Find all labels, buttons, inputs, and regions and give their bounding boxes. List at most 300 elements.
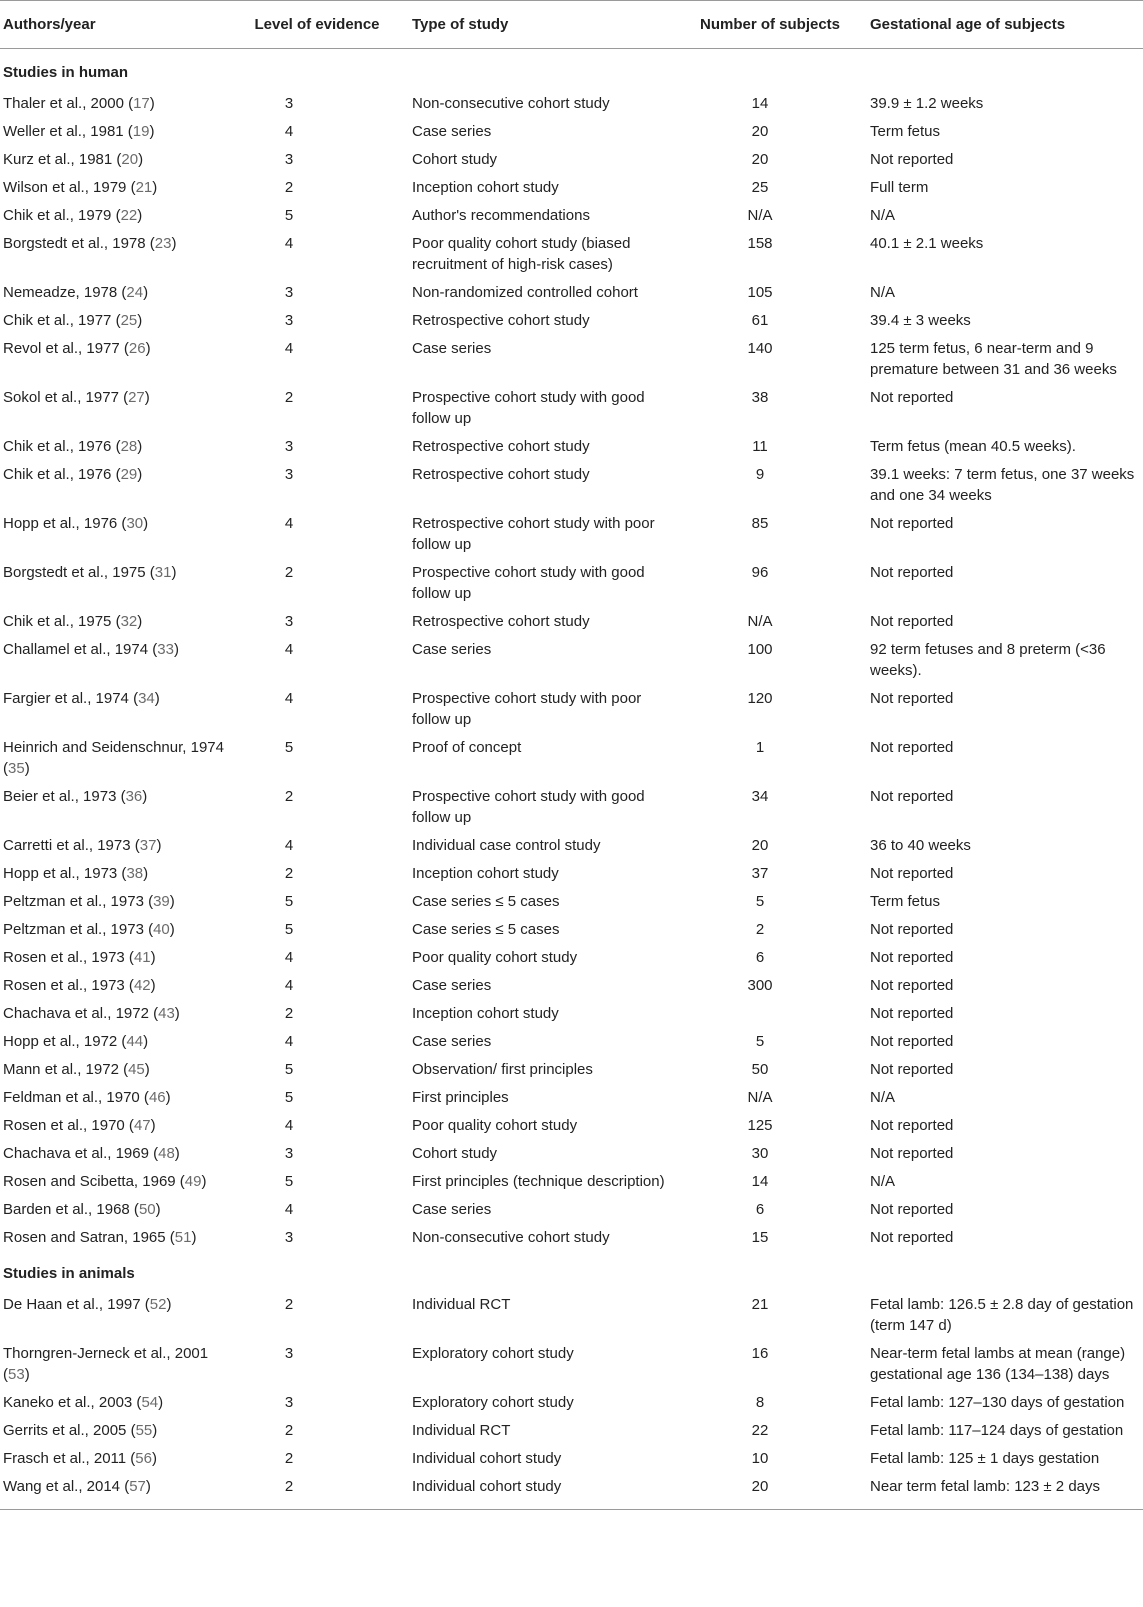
author-name: Chik et al., 1975 — [3, 613, 112, 630]
number-of-subjects-cell: 158 — [747, 235, 773, 252]
gestational-age-cell: 40.1 ± 2.1 weeks — [870, 235, 984, 252]
gestational-age-cell: 39.1 weeks: 7 term fetus, one 37 weeks and one 34 weeks — [870, 466, 1135, 504]
type-of-study-cell: Case series — [412, 641, 492, 658]
reference-link[interactable]: 49 — [184, 1173, 202, 1190]
section-title: Studies in animals — [3, 1265, 135, 1282]
author-name: De Haan et al., 1997 — [3, 1296, 141, 1313]
level-of-evidence-cell: 5 — [284, 1061, 294, 1078]
author-cell: Thaler et al., 2000 (17) — [3, 95, 155, 112]
author-name: Chik et al., 1976 — [3, 466, 112, 483]
gestational-age-cell: N/A — [870, 284, 896, 301]
type-of-study-cell: Cohort study — [412, 151, 498, 168]
author-cell: Sokol et al., 1977 (27) — [3, 389, 150, 406]
author-cell: Kaneko et al., 2003 (54) — [3, 1394, 164, 1411]
table-row — [0, 306, 1143, 334]
number-of-subjects-cell: 50 — [751, 1061, 769, 1078]
table-row — [0, 1472, 1143, 1510]
author-cell: De Haan et al., 1997 (52) — [3, 1296, 172, 1313]
author-name: Kaneko et al., 2003 — [3, 1394, 133, 1411]
level-of-evidence-cell: 2 — [284, 389, 294, 406]
author-name: Chik et al., 1979 — [3, 207, 112, 224]
type-of-study-cell: Exploratory cohort study — [412, 1345, 574, 1362]
table-row — [0, 1416, 1143, 1444]
table-row — [0, 1223, 1143, 1251]
number-of-subjects-cell: 100 — [747, 641, 773, 658]
reference-link[interactable]: 22 — [120, 207, 138, 224]
reference-link[interactable]: 37 — [139, 837, 157, 854]
author-name: Rosen et al., 1970 — [3, 1117, 125, 1134]
author-cell: Gerrits et al., 2005 (55) — [3, 1422, 158, 1439]
author-cell: Hopp et al., 1972 (44) — [3, 1033, 149, 1050]
reference-link[interactable]: 33 — [157, 641, 174, 658]
author-cell: Rosen and Satran, 1965 (51) — [3, 1229, 197, 1246]
type-of-study-cell: Poor quality cohort study — [412, 1117, 578, 1134]
reference-link[interactable]: 17 — [133, 95, 150, 112]
type-of-study-cell: Retrospective cohort study with poor follow up — [412, 515, 655, 553]
number-of-subjects-cell: 20 — [680, 1472, 860, 1510]
type-of-study-cell: Poor quality cohort study (biased recruitment of high-risk cases) — [412, 235, 631, 273]
author-name: Rosen et al., 1973 — [3, 977, 125, 994]
table-row — [0, 1290, 1143, 1339]
type-of-study-cell: Non-consecutive cohort study — [412, 95, 610, 112]
level-of-evidence-cell: 3 — [284, 613, 294, 630]
table-row — [0, 460, 1143, 509]
type-of-study-cell: Case series — [412, 340, 492, 357]
author-cell: Frasch et al., 2011 (56) — [3, 1450, 157, 1467]
author-cell: Barden et al., 1968 (50) — [3, 1201, 161, 1218]
level-of-evidence-cell: 2 — [284, 1450, 294, 1467]
header-gestational-age: Gestational age of subjects — [860, 1, 1143, 49]
level-of-evidence-cell: 5 — [284, 921, 294, 938]
table-row — [0, 1195, 1143, 1223]
section-title: Studies in human — [3, 64, 129, 81]
gestational-age-cell: Not reported — [870, 865, 954, 882]
reference-link[interactable]: 24 — [126, 284, 144, 301]
author-name: Gerrits et al., 2005 — [3, 1422, 127, 1439]
header-authors-year: Authors/year — [0, 1, 232, 49]
level-of-evidence-cell: 2 — [284, 564, 294, 581]
author-name: Thorngren-Jerneck et al., 2001 — [3, 1345, 209, 1362]
reference-link[interactable]: 31 — [154, 564, 172, 581]
author-cell: Chachava et al., 1969 (48) — [3, 1145, 180, 1162]
type-of-study-cell: Prospective cohort study with good follow up — [412, 389, 645, 427]
level-of-evidence-cell: 4 — [284, 641, 294, 658]
gestational-age-cell: Not reported — [870, 1117, 954, 1134]
type-of-study-cell: Individual cohort study — [402, 1472, 680, 1510]
gestational-age-cell: 39.9 ± 1.2 weeks — [870, 95, 984, 112]
level-of-evidence-cell: 4 — [284, 515, 294, 532]
gestational-age-cell: Fetal lamb: 127–130 days of gestation — [870, 1394, 1125, 1411]
section-heading-row — [0, 49, 1143, 90]
reference-link[interactable]: 53 — [8, 1366, 25, 1383]
author-name: Rosen et al., 1973 — [3, 949, 125, 966]
author-cell: Chik et al., 1975 (32) — [3, 613, 143, 630]
table-row — [0, 782, 1143, 831]
gestational-age-cell: Not reported — [870, 1229, 954, 1246]
type-of-study-cell: Prospective cohort study with poor follow up — [412, 690, 642, 728]
author-cell: Nemeadze, 1978 (24) — [3, 284, 149, 301]
level-of-evidence-cell: 4 — [284, 690, 294, 707]
header-type-of-study: Type of study — [402, 1, 680, 49]
number-of-subjects-cell — [680, 999, 860, 1027]
gestational-age-cell: N/A — [870, 1089, 896, 1106]
reference-link[interactable]: 47 — [133, 1117, 151, 1134]
table-row — [0, 1339, 1143, 1388]
author-name: Weller et al., 1981 — [3, 123, 124, 140]
table-row — [0, 1444, 1143, 1472]
reference-link[interactable]: 52 — [149, 1296, 167, 1313]
type-of-study-cell: First principles — [412, 1089, 509, 1106]
gestational-age-cell: Full term — [870, 179, 929, 196]
type-of-study-cell: Case series — [412, 1033, 492, 1050]
gestational-age-cell: 36 to 40 weeks — [870, 837, 971, 854]
table-row — [0, 943, 1143, 971]
gestational-age-cell: Not reported — [870, 739, 954, 756]
reference-link[interactable]: 20 — [121, 151, 139, 168]
level-of-evidence-cell: 5 — [284, 1089, 294, 1106]
table-row — [0, 831, 1143, 859]
gestational-age-cell: Not reported — [870, 1145, 954, 1162]
author-name: Nemeadze, 1978 — [3, 284, 118, 301]
gestational-age-cell: 39.4 ± 3 weeks — [870, 312, 971, 329]
author-cell: Hopp et al., 1976 (30) — [3, 515, 149, 532]
reference-link[interactable]: 51 — [174, 1229, 192, 1246]
table-row — [0, 558, 1143, 607]
gestational-age-cell: Term fetus (mean 40.5 weeks). — [870, 438, 1076, 455]
author-name: Kurz et al., 1981 — [3, 151, 113, 168]
number-of-subjects-cell: 6 — [755, 1201, 765, 1218]
type-of-study-cell: Poor quality cohort study — [412, 949, 578, 966]
level-of-evidence-cell: 3 — [284, 1229, 294, 1246]
level-of-evidence-cell: 4 — [284, 123, 294, 140]
table-header-row — [0, 1, 1143, 49]
table-row — [0, 1388, 1143, 1416]
table-row — [0, 432, 1143, 460]
level-of-evidence-cell: 3 — [284, 312, 294, 329]
gestational-age-cell: Not reported — [870, 921, 954, 938]
reference-link[interactable]: 35 — [8, 760, 25, 777]
reference-link[interactable]: 23 — [154, 235, 172, 252]
reference-link[interactable]: 40 — [153, 921, 170, 938]
level-of-evidence-cell: 5 — [284, 207, 294, 224]
author-name: Wang et al., 2014 — [3, 1478, 121, 1495]
author-name: Fargier et al., 1974 — [3, 690, 129, 707]
type-of-study-cell: Individual cohort study — [412, 1450, 562, 1467]
type-of-study-cell: Prospective cohort study with good follow up — [412, 564, 645, 602]
reference-link[interactable]: 28 — [120, 438, 138, 455]
number-of-subjects-cell: 5 — [755, 893, 765, 910]
author-cell: Chachava et al., 1972 (43) — [3, 1005, 180, 1022]
author-cell: Chik et al., 1976 (29) — [3, 466, 143, 483]
number-of-subjects-cell: N/A — [747, 613, 773, 630]
author-cell: Wang et al., 2014 (57) — [0, 1472, 232, 1510]
level-of-evidence-cell: 2 — [284, 1296, 294, 1313]
table-row — [0, 1111, 1143, 1139]
table-row — [0, 201, 1143, 229]
gestational-age-cell: Not reported — [870, 151, 954, 168]
number-of-subjects-cell: 1 — [755, 739, 765, 756]
number-of-subjects-cell: N/A — [747, 1089, 773, 1106]
author-name: Rosen and Scibetta, 1969 — [3, 1173, 176, 1190]
gestational-age-cell: Not reported — [870, 1005, 954, 1022]
number-of-subjects-cell: 6 — [755, 949, 765, 966]
author-name: Heinrich and Seidenschnur, 1974 — [3, 739, 224, 756]
author-name: Carretti et al., 1973 — [3, 837, 131, 854]
number-of-subjects-cell: 20 — [751, 123, 769, 140]
table-row — [0, 229, 1143, 278]
gestational-age-cell: Term fetus — [870, 123, 941, 140]
gestational-age-cell: Fetal lamb: 117–124 days of gestation — [870, 1422, 1124, 1439]
author-cell: Chik et al., 1979 (22) — [3, 207, 143, 224]
type-of-study-cell: Retrospective cohort study — [412, 438, 590, 455]
table-row — [0, 383, 1143, 432]
gestational-age-cell: Not reported — [870, 515, 954, 532]
author-name: Peltzman et al., 1973 — [3, 921, 144, 938]
reference-link[interactable]: 19 — [132, 123, 150, 140]
reference-link[interactable]: 55 — [135, 1422, 153, 1439]
number-of-subjects-cell: 300 — [747, 977, 773, 994]
section-heading-row — [0, 1251, 1143, 1290]
author-name: Chachava et al., 1972 — [3, 1005, 149, 1022]
type-of-study-cell: Non-consecutive cohort study — [412, 1229, 610, 1246]
author-name: Borgstedt et al., 1978 — [3, 235, 146, 252]
level-of-evidence-cell: 3 — [284, 284, 294, 301]
table-row — [0, 145, 1143, 173]
level-of-evidence-cell: 4 — [284, 1117, 294, 1134]
table-body — [0, 49, 1143, 1510]
type-of-study-cell: Retrospective cohort study — [412, 613, 590, 630]
author-name: Beier et al., 1973 — [3, 788, 117, 805]
reference-link[interactable]: 46 — [148, 1089, 166, 1106]
table-row — [0, 859, 1143, 887]
author-name: Sokol et al., 1977 — [3, 389, 119, 406]
reference-link[interactable]: 57 — [129, 1478, 146, 1495]
reference-link[interactable]: 56 — [135, 1450, 152, 1467]
reference-link[interactable]: 44 — [126, 1033, 144, 1050]
level-of-evidence-cell: 3 — [284, 151, 294, 168]
author-cell: Kurz et al., 1981 (20) — [3, 151, 144, 168]
author-cell: Carretti et al., 1973 (37) — [3, 837, 162, 854]
table-row — [0, 915, 1143, 943]
author-cell: Mann et al., 1972 (45) — [3, 1061, 150, 1078]
reference-link[interactable]: 48 — [158, 1145, 175, 1162]
reference-link[interactable]: 29 — [120, 466, 138, 483]
level-of-evidence-cell: 5 — [284, 739, 294, 756]
number-of-subjects-cell: 16 — [751, 1345, 769, 1362]
number-of-subjects-cell: 20 — [751, 151, 769, 168]
table-row — [0, 173, 1143, 201]
type-of-study-cell: Inception cohort study — [412, 179, 559, 196]
number-of-subjects-cell: 120 — [747, 690, 773, 707]
type-of-study-cell: Non-randomized controlled cohort — [412, 284, 638, 301]
reference-link[interactable]: 26 — [128, 340, 146, 357]
number-of-subjects-cell: 14 — [751, 1173, 769, 1190]
table-row — [0, 1055, 1143, 1083]
reference-link[interactable]: 27 — [128, 389, 145, 406]
level-of-evidence-cell: 3 — [284, 95, 294, 112]
number-of-subjects-cell: 96 — [751, 564, 769, 581]
level-of-evidence-cell: 4 — [284, 1201, 294, 1218]
table-row — [0, 684, 1143, 733]
level-of-evidence-cell: 4 — [284, 235, 294, 252]
table-row — [0, 733, 1143, 782]
type-of-study-cell: Inception cohort study — [412, 865, 559, 882]
author-name: Wilson et al., 1979 — [3, 179, 127, 196]
author-cell: Borgstedt et al., 1975 (31) — [3, 564, 177, 581]
author-name: Chik et al., 1977 — [3, 312, 112, 329]
author-name: Mann et al., 1972 — [3, 1061, 119, 1078]
number-of-subjects-cell: 37 — [751, 865, 769, 882]
reference-link[interactable]: 34 — [138, 690, 155, 707]
author-cell: Beier et al., 1973 (36) — [3, 788, 148, 805]
table-row — [0, 1027, 1143, 1055]
level-of-evidence-cell: 3 — [284, 438, 294, 455]
type-of-study-cell: Case series — [412, 1201, 492, 1218]
reference-link[interactable]: 32 — [120, 613, 138, 630]
level-of-evidence-cell: 2 — [284, 1005, 294, 1022]
number-of-subjects-cell: 20 — [751, 837, 769, 854]
number-of-subjects-cell: 34 — [751, 788, 769, 805]
author-cell: Rosen et al., 1973 (42) — [3, 977, 156, 994]
number-of-subjects-cell: 105 — [747, 284, 773, 301]
type-of-study-cell: Cohort study — [412, 1145, 498, 1162]
gestational-age-cell: Not reported — [870, 690, 954, 707]
number-of-subjects-cell: 30 — [751, 1145, 769, 1162]
author-cell: Rosen et al., 1970 (47) — [3, 1117, 156, 1134]
level-of-evidence-cell: 3 — [284, 1345, 294, 1362]
gestational-age-cell: Not reported — [870, 977, 954, 994]
gestational-age-cell: N/A — [870, 1173, 896, 1190]
type-of-study-cell: Proof of concept — [412, 739, 522, 756]
table-row — [0, 117, 1143, 145]
author-name: Challamel et al., 1974 — [3, 641, 149, 658]
table-row — [0, 635, 1143, 684]
gestational-age-cell: Term fetus — [870, 893, 941, 910]
level-of-evidence-cell: 5 — [284, 893, 294, 910]
reference-link[interactable]: 25 — [120, 312, 138, 329]
table-row — [0, 607, 1143, 635]
author-cell: Thorngren-Jerneck et al., 2001 (53) — [3, 1345, 209, 1383]
number-of-subjects-cell: 22 — [751, 1422, 769, 1439]
author-name: Frasch et al., 2011 — [3, 1450, 127, 1467]
table-row — [0, 999, 1143, 1027]
type-of-study-cell: Inception cohort study — [412, 1005, 559, 1022]
author-name: Hopp et al., 1973 — [3, 865, 118, 882]
gestational-age-cell: Near term fetal lamb: 123 ± 2 days — [860, 1472, 1143, 1510]
reference-link[interactable]: 43 — [158, 1005, 175, 1022]
number-of-subjects-cell: 38 — [751, 389, 769, 406]
author-cell: Rosen and Scibetta, 1969 (49) — [3, 1173, 207, 1190]
reference-link[interactable]: 38 — [126, 865, 144, 882]
level-of-evidence-cell: 3 — [284, 1145, 294, 1162]
author-name: Feldman et al., 1970 — [3, 1089, 140, 1106]
author-name: Hopp et al., 1976 — [3, 515, 118, 532]
reference-link[interactable]: 39 — [153, 893, 170, 910]
table-row — [0, 1167, 1143, 1195]
number-of-subjects-cell: 85 — [751, 515, 769, 532]
level-of-evidence-cell: 3 — [284, 1394, 294, 1411]
type-of-study-cell: Individual RCT — [412, 1422, 511, 1439]
level-of-evidence-cell: 2 — [284, 1422, 294, 1439]
level-of-evidence-cell: 5 — [284, 1173, 294, 1190]
reference-link[interactable]: 21 — [135, 179, 153, 196]
level-of-evidence-cell: 4 — [284, 837, 294, 854]
author-cell: Peltzman et al., 1973 (40) — [3, 921, 175, 938]
reference-link[interactable]: 45 — [128, 1061, 145, 1078]
level-of-evidence-cell: 4 — [284, 340, 294, 357]
number-of-subjects-cell: 61 — [751, 312, 769, 329]
table-row — [0, 1083, 1143, 1111]
gestational-age-cell: Not reported — [870, 1201, 954, 1218]
table-row — [0, 89, 1143, 117]
number-of-subjects-cell: 8 — [755, 1394, 765, 1411]
number-of-subjects-cell: 9 — [755, 466, 765, 483]
author-cell: Revol et al., 1977 (26) — [3, 340, 151, 357]
number-of-subjects-cell: 140 — [747, 340, 773, 357]
level-of-evidence-cell: 4 — [284, 949, 294, 966]
gestational-age-cell: Not reported — [870, 613, 954, 630]
gestational-age-cell: Not reported — [870, 788, 954, 805]
gestational-age-cell: 125 term fetus, 6 near-term and 9 premature between 31 and 36 weeks — [870, 340, 1117, 378]
author-name: Peltzman et al., 1973 — [3, 893, 144, 910]
table-row — [0, 887, 1143, 915]
table-row — [0, 509, 1143, 558]
level-of-evidence-cell: 2 — [284, 179, 294, 196]
number-of-subjects-cell: 125 — [747, 1117, 773, 1134]
reference-link[interactable]: 36 — [125, 788, 143, 805]
number-of-subjects-cell: 10 — [751, 1450, 769, 1467]
reference-link[interactable]: 54 — [141, 1394, 159, 1411]
author-cell: Peltzman et al., 1973 (39) — [3, 893, 175, 910]
header-number-of-subjects: Number of subjects — [680, 1, 860, 49]
author-name: Rosen and Satran, 1965 — [3, 1229, 166, 1246]
type-of-study-cell: First principles (technique description) — [412, 1173, 665, 1190]
type-of-study-cell: Observation/ first principles — [412, 1061, 593, 1078]
author-cell: Challamel et al., 1974 (33) — [3, 641, 179, 658]
author-name: Chik et al., 1976 — [3, 438, 112, 455]
reference-link[interactable]: 50 — [138, 1201, 156, 1218]
type-of-study-cell: Exploratory cohort study — [412, 1394, 574, 1411]
number-of-subjects-cell: 2 — [755, 921, 765, 938]
type-of-study-cell: Case series ≤ 5 cases — [412, 921, 560, 938]
table-row — [0, 278, 1143, 306]
type-of-study-cell: Prospective cohort study with good follow up — [412, 788, 645, 826]
header-level-of-evidence: Level of evidence — [232, 1, 402, 49]
gestational-age-cell: Fetal lamb: 125 ± 1 days gestation — [870, 1450, 1100, 1467]
level-of-evidence-cell: 2 — [232, 1472, 402, 1510]
type-of-study-cell: Retrospective cohort study — [412, 312, 590, 329]
reference-link[interactable]: 41 — [133, 949, 151, 966]
number-of-subjects-cell: 25 — [751, 179, 769, 196]
gestational-age-cell: 92 term fetuses and 8 preterm (<36 weeks). — [870, 641, 1106, 679]
author-cell: Heinrich and Seidenschnur, 1974 (35) — [3, 739, 224, 777]
reference-link[interactable]: 30 — [126, 515, 144, 532]
author-name: Borgstedt et al., 1975 — [3, 564, 146, 581]
author-cell: Chik et al., 1976 (28) — [3, 438, 143, 455]
reference-link[interactable]: 42 — [133, 977, 151, 994]
author-cell: Hopp et al., 1973 (38) — [3, 865, 149, 882]
gestational-age-cell: Not reported — [870, 1033, 954, 1050]
gestational-age-cell: Not reported — [870, 949, 954, 966]
author-cell: Weller et al., 1981 (19) — [3, 123, 155, 140]
type-of-study-cell: Case series — [412, 977, 492, 994]
number-of-subjects-cell: N/A — [747, 207, 773, 224]
author-name: Chachava et al., 1969 — [3, 1145, 149, 1162]
type-of-study-cell: Case series — [412, 123, 492, 140]
level-of-evidence-cell: 3 — [284, 466, 294, 483]
author-cell: Borgstedt et al., 1978 (23) — [3, 235, 177, 252]
number-of-subjects-cell: 14 — [751, 95, 769, 112]
